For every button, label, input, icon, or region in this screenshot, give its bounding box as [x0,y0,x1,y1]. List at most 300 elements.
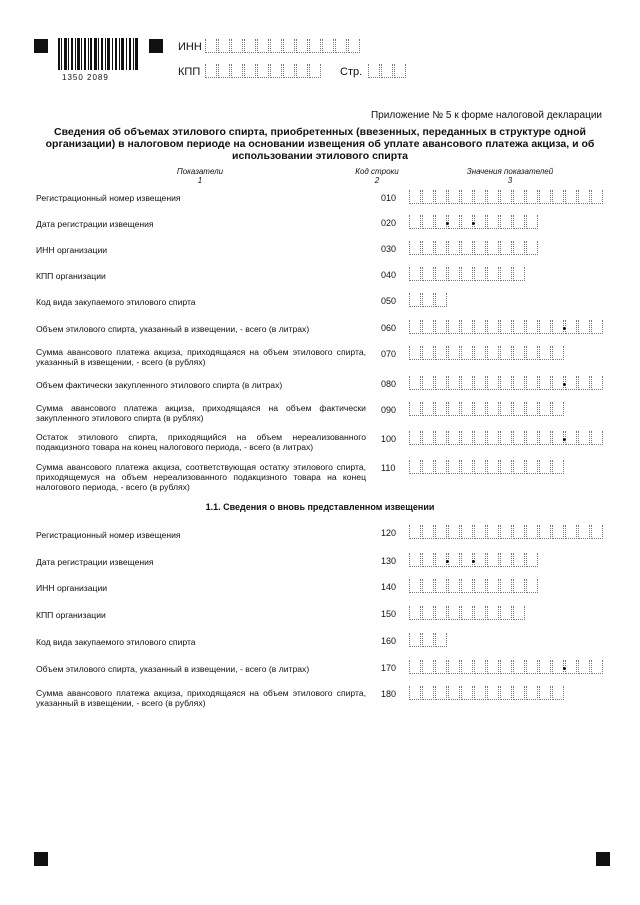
field-030[interactable] [409,241,539,255]
row-code-130: 130 [381,556,397,566]
input-cell[interactable] [539,660,551,674]
input-cell[interactable] [591,660,603,674]
input-cell[interactable] [435,579,447,593]
input-cell[interactable] [461,190,473,204]
input-cell[interactable] [552,431,564,445]
input-cell[interactable] [435,215,447,229]
input-cell[interactable] [461,606,473,620]
input-cell[interactable] [205,64,217,78]
barcode-image [58,38,140,70]
input-cell[interactable] [422,579,434,593]
input-cell[interactable] [513,346,525,360]
input-cell[interactable] [500,320,512,334]
input-cell[interactable] [500,346,512,360]
field-180[interactable] [409,686,565,700]
input-cell[interactable] [409,320,421,334]
input-cell[interactable] [487,686,499,700]
input-cell[interactable] [461,525,473,539]
input-cell[interactable] [526,190,538,204]
input-cell[interactable] [565,376,577,390]
input-cell[interactable] [500,376,512,390]
input-cell[interactable] [409,579,421,593]
input-cell[interactable] [435,402,447,416]
input-cell[interactable] [565,320,577,334]
input-cell[interactable] [422,215,434,229]
row-code-050: 050 [381,296,397,306]
row-code-090: 090 [381,405,397,415]
input-cell[interactable] [448,606,460,620]
column-header-line-code [352,167,402,185]
input-cell[interactable] [526,660,538,674]
input-cell[interactable] [448,215,460,229]
input-cell[interactable] [552,525,564,539]
input-cell[interactable] [552,376,564,390]
input-cell[interactable] [435,267,447,281]
input-cell[interactable] [539,460,551,474]
corner-marker-top-mid [149,39,163,53]
input-cell[interactable] [422,320,434,334]
input-cell[interactable] [552,460,564,474]
input-cell[interactable] [487,267,499,281]
input-cell[interactable] [422,241,434,255]
input-cell[interactable] [513,320,525,334]
input-cell[interactable] [539,320,551,334]
input-cell[interactable] [500,431,512,445]
input-cell[interactable] [552,402,564,416]
input-cell[interactable] [565,431,577,445]
input-cell[interactable] [448,346,460,360]
input-cell[interactable] [435,241,447,255]
field-100[interactable] [409,431,604,445]
input-cell[interactable] [296,39,308,53]
row-label-170: Объем этилового спирта, указанный в извещении, - всего (в литрах) [36,664,310,674]
input-cell[interactable] [409,606,421,620]
input-cell[interactable] [565,190,577,204]
input-cell[interactable] [409,460,421,474]
input-cell[interactable] [461,346,473,360]
input-cell[interactable] [565,660,577,674]
field-020[interactable] [409,215,539,229]
input-cell[interactable] [513,525,525,539]
input-cell[interactable] [474,431,486,445]
input-cell[interactable] [500,190,512,204]
input-cell[interactable] [513,215,525,229]
input-cell[interactable] [335,39,347,53]
input-cell[interactable] [552,346,564,360]
input-cell[interactable] [513,686,525,700]
input-cell[interactable] [461,267,473,281]
input-cell[interactable] [448,241,460,255]
input-cell[interactable] [435,606,447,620]
input-cell[interactable] [578,660,590,674]
input-cell[interactable] [422,633,434,647]
input-cell[interactable] [270,39,282,53]
kpp-label: КПП [178,66,201,78]
input-cell[interactable] [218,64,230,78]
input-cell[interactable] [539,402,551,416]
input-cell[interactable] [435,460,447,474]
input-cell[interactable] [487,346,499,360]
row-label-130: Дата регистрации извещения [36,557,154,567]
row-code-110: 110 [381,463,396,473]
row-label-080: Объем фактически закупленного этилового спирта (в литрах) [36,380,283,390]
field-170[interactable] [409,660,604,674]
row-label-090: Сумма авансового платежа акциза, приходящаяся на объем фактически закупленного этилового спирта (в рублях) [36,403,366,423]
field-080[interactable] [409,376,604,390]
input-cell[interactable] [422,376,434,390]
row-label-070: Сумма авансового платежа акциза, приходящаяся на объем этилового спирта, указанный в извещении, - всего (в рублях) [36,347,366,367]
row-label-030: ИНН организации [36,245,108,255]
input-cell[interactable] [526,402,538,416]
input-cell[interactable] [526,320,538,334]
input-cell[interactable] [461,579,473,593]
input-cell[interactable] [578,525,590,539]
input-cell[interactable] [409,293,421,307]
input-cell[interactable] [435,190,447,204]
field-060[interactable] [409,320,604,334]
input-cell[interactable] [591,525,603,539]
row-code-020: 020 [381,218,397,228]
input-cell[interactable] [526,525,538,539]
input-cell[interactable] [539,686,551,700]
input-cell[interactable] [591,376,603,390]
input-cell[interactable] [474,402,486,416]
input-cell[interactable] [448,376,460,390]
input-cell[interactable] [435,633,447,647]
input-cell[interactable] [422,606,434,620]
input-cell[interactable] [539,346,551,360]
input-cell[interactable] [448,190,460,204]
barcode-number: 1350 2089 [62,73,109,82]
row-label-010: Регистрационный номер извещения [36,193,181,203]
input-cell[interactable] [474,215,486,229]
input-cell[interactable] [474,579,486,593]
field-040[interactable] [409,267,526,281]
field-130[interactable] [409,553,539,567]
input-cell[interactable] [552,686,564,700]
input-cell[interactable] [205,39,217,53]
input-cell[interactable] [461,553,473,567]
input-cell[interactable] [500,553,512,567]
column-header-line-code-num: 2 [374,176,380,185]
input-cell[interactable] [461,660,473,674]
input-cell[interactable] [448,553,460,567]
input-cell[interactable] [309,39,321,53]
input-cell[interactable] [591,320,603,334]
input-cell[interactable] [322,39,334,53]
input-cell[interactable] [422,460,434,474]
input-cell[interactable] [487,402,499,416]
input-cell[interactable] [409,376,421,390]
input-cell[interactable] [461,686,473,700]
input-cell[interactable] [474,686,486,700]
input-cell[interactable] [448,525,460,539]
input-cell[interactable] [448,431,460,445]
input-cell[interactable] [244,39,256,53]
input-cell[interactable] [461,320,473,334]
inn-field[interactable] [205,39,361,53]
input-cell[interactable] [435,553,447,567]
input-cell[interactable] [257,64,269,78]
input-cell[interactable] [500,241,512,255]
corner-marker-bottom-left [34,852,48,866]
column-header-indicators [160,167,240,185]
input-cell[interactable] [422,525,434,539]
input-cell[interactable] [565,525,577,539]
field-050[interactable] [409,293,448,307]
input-cell[interactable] [435,320,447,334]
row-code-040: 040 [381,270,397,280]
input-cell[interactable] [513,660,525,674]
input-cell[interactable] [526,215,538,229]
input-cell[interactable] [422,402,434,416]
input-cell[interactable] [578,431,590,445]
input-cell[interactable] [474,376,486,390]
input-cell[interactable] [474,606,486,620]
input-cell[interactable] [409,686,421,700]
input-cell[interactable] [409,660,421,674]
input-cell[interactable] [487,460,499,474]
input-cell[interactable] [539,376,551,390]
row-code-080: 080 [381,379,397,389]
input-cell[interactable] [513,376,525,390]
input-cell[interactable] [435,525,447,539]
input-cell[interactable] [487,525,499,539]
input-cell[interactable] [513,553,525,567]
row-code-180: 180 [381,689,397,699]
input-cell[interactable] [409,346,421,360]
input-cell[interactable] [487,376,499,390]
input-cell[interactable] [422,553,434,567]
input-cell[interactable] [474,241,486,255]
input-cell[interactable] [500,215,512,229]
page-number-field[interactable] [368,64,407,78]
input-cell[interactable] [513,579,525,593]
input-cell[interactable] [513,460,525,474]
row-label-020: Дата регистрации извещения [36,219,154,229]
input-cell[interactable] [435,431,447,445]
kpp-field[interactable] [205,64,322,78]
input-cell[interactable] [552,320,564,334]
input-cell[interactable] [257,39,269,53]
form-title: Сведения об объемах этилового спирта, приобретенных (ввезенных, переданных в структуре одной организации) в налоговом периоде на основании извещения об уплате авансового платежа акциза, и об использовании этилового спирта [45,126,595,162]
field-090[interactable] [409,402,565,416]
field-140[interactable] [409,579,539,593]
input-cell[interactable] [409,553,421,567]
input-cell[interactable] [461,241,473,255]
input-cell[interactable] [309,64,321,78]
input-cell[interactable] [409,402,421,416]
input-cell[interactable] [513,241,525,255]
input-cell[interactable] [461,402,473,416]
input-cell[interactable] [448,579,460,593]
input-cell[interactable] [422,686,434,700]
input-cell[interactable] [422,190,434,204]
row-code-030: 030 [381,244,397,254]
input-cell[interactable] [474,553,486,567]
row-code-140: 140 [381,582,397,592]
input-cell[interactable] [539,431,551,445]
input-cell[interactable] [381,64,393,78]
input-cell[interactable] [487,190,499,204]
input-cell[interactable] [422,346,434,360]
input-cell[interactable] [500,525,512,539]
input-cell[interactable] [578,190,590,204]
input-cell[interactable] [500,267,512,281]
input-cell[interactable] [461,376,473,390]
input-cell[interactable] [474,460,486,474]
row-label-040: КПП организации [36,271,106,281]
row-label-060: Объем этилового спирта, указанный в извещении, - всего (в литрах) [36,324,310,334]
input-cell[interactable] [296,64,308,78]
input-cell[interactable] [461,431,473,445]
input-cell[interactable] [448,460,460,474]
input-cell[interactable] [526,241,538,255]
input-cell[interactable] [513,606,525,620]
input-cell[interactable] [394,64,406,78]
input-cell[interactable] [461,460,473,474]
input-cell[interactable] [435,293,447,307]
input-cell[interactable] [409,525,421,539]
input-cell[interactable] [409,633,421,647]
input-cell[interactable] [552,190,564,204]
field-010[interactable] [409,190,604,204]
row-code-010: 010 [381,193,397,203]
input-cell[interactable] [526,460,538,474]
input-cell[interactable] [244,64,256,78]
input-cell[interactable] [591,431,603,445]
input-cell[interactable] [422,660,434,674]
row-label-150: КПП организации [36,610,106,620]
input-cell[interactable] [474,267,486,281]
input-cell[interactable] [461,215,473,229]
row-label-100: Остаток этилового спирта, приходящийся на объем нереализованного подакцизного товара на конец налогового периода, - всего (в литрах) [36,432,366,452]
row-label-120: Регистрационный номер извещения [36,530,181,540]
input-cell[interactable] [487,660,499,674]
input-cell[interactable] [578,376,590,390]
input-cell[interactable] [474,190,486,204]
field-070[interactable] [409,346,565,360]
row-label-140: ИНН организации [36,583,108,593]
row-code-060: 060 [381,323,397,333]
input-cell[interactable] [283,39,295,53]
row-code-170: 170 [381,663,397,673]
column-header-values [450,167,570,185]
corner-marker-bottom-right [596,852,610,866]
input-cell[interactable] [435,376,447,390]
input-cell[interactable] [231,39,243,53]
input-cell[interactable] [368,64,380,78]
column-header-values-num: 3 [507,176,513,185]
input-cell[interactable] [500,660,512,674]
input-cell[interactable] [422,293,434,307]
input-cell[interactable] [348,39,360,53]
input-cell[interactable] [526,431,538,445]
input-cell[interactable] [409,190,421,204]
row-code-150: 150 [381,609,397,619]
input-cell[interactable] [500,579,512,593]
field-160[interactable] [409,633,448,647]
input-cell[interactable] [513,431,525,445]
input-cell[interactable] [409,215,421,229]
input-cell[interactable] [231,64,243,78]
row-code-070: 070 [381,349,397,359]
input-cell[interactable] [500,606,512,620]
appendix-note: Приложение № 5 к форме налоговой декларации [370,110,602,121]
column-header-line-code-label: Код строки [355,167,399,176]
input-cell[interactable] [526,376,538,390]
input-cell[interactable] [474,346,486,360]
input-cell[interactable] [487,579,499,593]
input-cell[interactable] [500,402,512,416]
input-cell[interactable] [270,64,282,78]
input-cell[interactable] [500,686,512,700]
input-cell[interactable] [448,267,460,281]
column-header-values-label: Значения показателей [466,167,554,176]
input-cell[interactable] [526,553,538,567]
field-150[interactable] [409,606,526,620]
input-cell[interactable] [513,190,525,204]
input-cell[interactable] [474,320,486,334]
row-label-110: Сумма авансового платежа акциза, соответствующая остатку этилового спирта, приходящемуся на объем нереализованного подакцизного товара на конец налогового периода, - всего (в рублях) [36,462,366,492]
input-cell[interactable] [526,686,538,700]
input-cell[interactable] [526,579,538,593]
input-cell[interactable] [409,431,421,445]
input-cell[interactable] [409,267,421,281]
input-cell[interactable] [591,190,603,204]
field-120[interactable] [409,525,604,539]
input-cell[interactable] [448,402,460,416]
input-cell[interactable] [500,460,512,474]
input-cell[interactable] [526,346,538,360]
input-cell[interactable] [422,267,434,281]
input-cell[interactable] [487,431,499,445]
input-cell[interactable] [435,346,447,360]
inn-label: ИНН [178,41,202,53]
input-cell[interactable] [448,660,460,674]
input-cell[interactable] [218,39,230,53]
input-cell[interactable] [513,402,525,416]
input-cell[interactable] [283,64,295,78]
input-cell[interactable] [539,525,551,539]
input-cell[interactable] [435,686,447,700]
input-cell[interactable] [539,190,551,204]
input-cell[interactable] [448,686,460,700]
row-label-180: Сумма авансового платежа акциза, приходящаяся на объем этилового спирта, указанный в извещении, - всего (в рублях) [36,688,366,708]
input-cell[interactable] [487,241,499,255]
field-110[interactable] [409,460,565,474]
input-cell[interactable] [448,320,460,334]
input-cell[interactable] [487,553,499,567]
column-header-indicators-label: Показатели [176,167,224,176]
input-cell[interactable] [487,606,499,620]
input-cell[interactable] [552,660,564,674]
corner-marker-top-left [34,39,48,53]
input-cell[interactable] [474,660,486,674]
input-cell[interactable] [474,525,486,539]
row-code-160: 160 [381,636,397,646]
input-cell[interactable] [487,320,499,334]
row-label-160: Код вида закупаемого этилового спирта [36,637,196,647]
input-cell[interactable] [422,431,434,445]
row-code-120: 120 [381,528,397,538]
input-cell[interactable] [578,320,590,334]
input-cell[interactable] [487,215,499,229]
page-label: Стр. [340,66,363,78]
input-cell[interactable] [409,241,421,255]
input-cell[interactable] [513,267,525,281]
input-cell[interactable] [435,660,447,674]
